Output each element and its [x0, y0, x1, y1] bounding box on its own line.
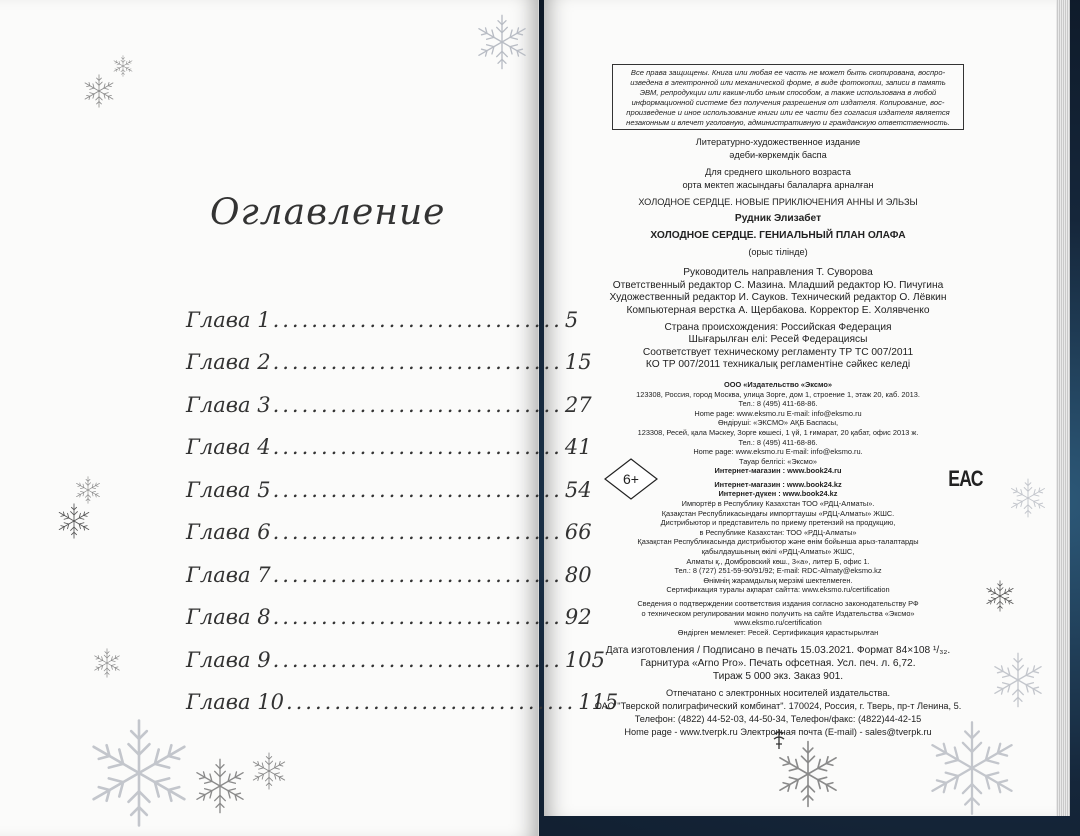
kz-line: қабылдаушының өкілі «РДЦ-Алматы» ЖШС, [701, 547, 855, 557]
audience-kz: орта мектеп жасындағы балаларға арналған [682, 180, 874, 190]
toc-entry [186, 308, 579, 340]
cert-line: Өндірген мемлекет: Ресей. Сертификация қарастырылған [677, 627, 879, 637]
kz-line: Сертификация туралы ақпарат сайтта: www.eksmo.ru/certification [666, 585, 890, 595]
snowflake-icon [984, 580, 1016, 612]
snowflake-icon [92, 648, 122, 678]
edition-type: Литературно-художественное издание [695, 137, 861, 147]
printer-line: Home page - www.tverpk.ru Электронная почта (E-mail) - sales@tverpk.ru [624, 727, 932, 738]
production-line: Гарнитура «Arno Pro». Печать офсетная. Усл. печ. л. 6,72. [640, 657, 916, 669]
toc-chapter-label: Глава 6 [186, 520, 271, 544]
toc-page-number: 5 [564, 308, 579, 332]
snowflake-icon [990, 652, 1046, 708]
cert-line: www.eksmo.ru/certification [734, 618, 822, 628]
edition-type-kz: әдеби-көркемдік баспа [729, 150, 827, 160]
eac-mark: ЕАС [948, 466, 983, 491]
toc-chapter-label: Глава 8 [186, 605, 271, 629]
toc-leader-dots: .............................. [272, 563, 563, 587]
rights-line: ЭВМ, репродукции или каким-либо иным способом, а также использована в любой [639, 87, 937, 97]
staff-line: Художественный редактор И. Сауков. Технический редактор О. Лёвкин [609, 292, 947, 304]
toc-entry [186, 478, 592, 510]
toc-leader-dots: .............................. [272, 393, 563, 417]
toc-chapter-label: Глава 9 [186, 648, 271, 672]
language-note: (орыс тілінде) [748, 247, 808, 258]
snowflake-icon [56, 503, 92, 539]
toc-chapter-label: Глава 10 [186, 690, 284, 714]
toc-page-number: 80 [564, 563, 592, 587]
kz-line: Дистрибьютор и представитель по приему претензий на продукцию, [660, 518, 896, 528]
staff-line: Руководитель направления Т. Суворова [683, 267, 873, 279]
toc-chapter-label: Глава 3 [186, 393, 271, 417]
printer-line: Телефон: (4822) 44-52-03, 44-50-34, Телефон/факс: (4822)44-42-15 [634, 714, 922, 725]
page-edges [1056, 0, 1070, 816]
publisher-line: 123308, Ресей, қала Мәскеу, Зорге көшесі, 1 үй, 1 ғимарат, 20 қабат, офис 2013 ж. [637, 427, 919, 437]
toc-page-number: 27 [564, 393, 592, 417]
publisher-line: Тел.: 8 (495) 411-68-86. [738, 437, 818, 447]
toc-entry [186, 393, 592, 425]
toc-page-number: 54 [564, 478, 592, 502]
toc-title: Оглавление [210, 192, 446, 233]
printer-line: ОАО "Тверской полиграфический комбинат". 170024, Россия, г. Тверь, пр-т Ленина, 5. [594, 701, 962, 712]
toc-leader-dots: .............................. [272, 648, 563, 672]
cert-line: о техническом регулировании можно получить на сайте Издательства «Эксмо» [641, 608, 915, 618]
toc-leader-dots: .............................. [272, 350, 563, 374]
imprint-block [568, 136, 988, 739]
toc-leader-dots: .............................. [272, 478, 563, 502]
toc-chapter-label: Глава 1 [186, 308, 271, 332]
toc-entry [186, 520, 592, 552]
rights-line: информационной системе без получения разрешения от издателя. Копирование, вос- [631, 97, 945, 107]
toc-entry [186, 350, 592, 382]
toc-chapter-label: Глава 2 [186, 350, 271, 374]
origin-line: Соответствует техническому регламенту ТР ТС 007/2011 [642, 346, 914, 358]
publisher-line: Тауар белгісі: «Эксмо» [739, 456, 817, 466]
toc-entry [186, 690, 619, 722]
snowflake-icon [84, 718, 194, 828]
kz-line: Импортёр в Республику Казахстан ТОО «РДЦ-Алматы». [681, 499, 875, 509]
toc-entry [186, 435, 592, 467]
publisher-line: 123308, Россия, город Москва, улица Зорге, дом 1, строение 1, этаж 20, каб. 2013. [636, 389, 920, 399]
kz-line: Қазақстан Республикасындағы импорттаушы «РДЦ-Алматы» ЖШС. [661, 508, 895, 518]
cert-line: Сведения о подтверждении соответствия издания согласно законодательству РФ [637, 599, 919, 608]
snowflake-icon [74, 476, 102, 504]
kz-line: Өнімнің жарамдылық мерзімі шектелмеген. [703, 575, 853, 585]
origin-line: КО ТР 007/2011 техникалық регламентіне сәйкес келеді [645, 359, 911, 371]
shop-ru: Интернет-магазин : www.book24.ru [714, 466, 842, 476]
publisher-line: Өндіруші: «ЭКСМО» АҚБ Баспасы, [717, 418, 839, 428]
staff-line: Компьютерная верстка А. Щербакова. Корректор Е. Холявченко [626, 304, 930, 316]
rights-line: произведение и иное использование книги или ее части без согласия издателя является [626, 107, 950, 117]
printer-logo-icon [772, 728, 786, 750]
publisher-line: Home page: www.eksmo.ru E-mail: info@eksmo.ru [694, 408, 862, 418]
toc-page-number: 66 [564, 520, 592, 544]
snowflake-icon [774, 740, 842, 808]
origin-line: Шығарылған елі: Ресей Федерациясы [688, 334, 868, 346]
toc-page-number: 92 [564, 605, 592, 629]
toc-entry [186, 563, 592, 595]
age-rating-badge [604, 458, 658, 500]
toc-leader-dots: .............................. [272, 308, 563, 332]
shop-kz: Интернет-магазин : www.book24.kz [714, 479, 842, 489]
snowflake-icon [474, 14, 530, 70]
rights-notice-box [612, 64, 964, 130]
toc-page-number: 41 [564, 435, 592, 459]
toc-leader-dots: .............................. [272, 520, 563, 544]
rights-line: Все права защищены. Книга или любая ее часть не может быть скопирована, воспро- [630, 68, 946, 77]
toc-leader-dots: .............................. [272, 605, 563, 629]
toc-entry [186, 648, 605, 680]
origin-line: Страна происхождения: Российская Федерация [664, 321, 892, 333]
printer-line: Отпечатано с электронных носителей издательства. [665, 688, 890, 699]
author-name: Рудник Элизабет [734, 213, 822, 224]
toc-chapter-label: Глава 4 [186, 435, 271, 459]
snowflake-icon [1008, 478, 1048, 518]
snowflake-icon [192, 758, 248, 814]
toc-leader-dots: .............................. [272, 435, 563, 459]
toc-page-number: 115 [578, 690, 619, 714]
snowflake-icon [82, 74, 116, 108]
kz-line: в Республике Казахстан: ТОО «РДЦ-Алматы» [699, 527, 857, 537]
age-rating-text: 6+ [623, 471, 639, 487]
toc-page-number: 105 [564, 648, 605, 672]
kz-line: Қазақстан Республикасында дистрибьютор және өнім бойынша арыз-талаптарды [637, 537, 919, 547]
snowflake-icon [250, 752, 288, 790]
book-title: ХОЛОДНОЕ СЕРДЦЕ. ГЕНИАЛЬНЫЙ ПЛАН ОЛАФА [650, 229, 906, 241]
kz-line: Алматы қ., Домбровский көш., 3«а», литер Б, офис 1. [686, 556, 870, 566]
toc-leader-dots: .............................. [285, 690, 577, 714]
publisher-line: Тел.: 8 (495) 411-68-86. [738, 399, 818, 409]
publisher-line: Home page: www.eksmo.ru E-mail: info@eksmo.ru. [693, 447, 863, 457]
publisher-name: ООО «Издательство «Эксмо» [724, 379, 832, 389]
toc-page-number: 15 [564, 350, 592, 374]
toc-chapter-label: Глава 7 [186, 563, 271, 587]
rights-line: изведена в электронной или механической форме, в виде фотокопии, записи в память [630, 77, 946, 87]
production-line: Дата изготовления / Подписано в печать 15.03.2021. Формат 84×108 ¹/₃₂. [605, 645, 951, 657]
kz-line: Тел.: 8 (727) 251-59-90/91/92; E-mail: RDC-Almaty@eksmo.kz [674, 566, 882, 576]
audience: Для среднего школьного возраста [705, 167, 851, 177]
shop-kz-2: Интернет-дүкен : www.book24.kz [718, 489, 838, 499]
series-title: ХОЛОДНОЕ СЕРДЦЕ. НОВЫЕ ПРИКЛЮЧЕНИЯ АННЫ И ЭЛЬЗЫ [638, 197, 918, 207]
production-line: Тираж 5 000 экз. Заказ 901. [712, 670, 844, 682]
snowflake-icon [112, 55, 134, 77]
toc-chapter-label: Глава 5 [186, 478, 271, 502]
staff-line: Ответственный редактор С. Мазина. Младший редактор Ю. Пичугина [612, 279, 944, 291]
rights-line: незаконным и влечет уголовную, административную и гражданскую ответственность. [626, 117, 950, 127]
toc-entry [186, 605, 592, 637]
